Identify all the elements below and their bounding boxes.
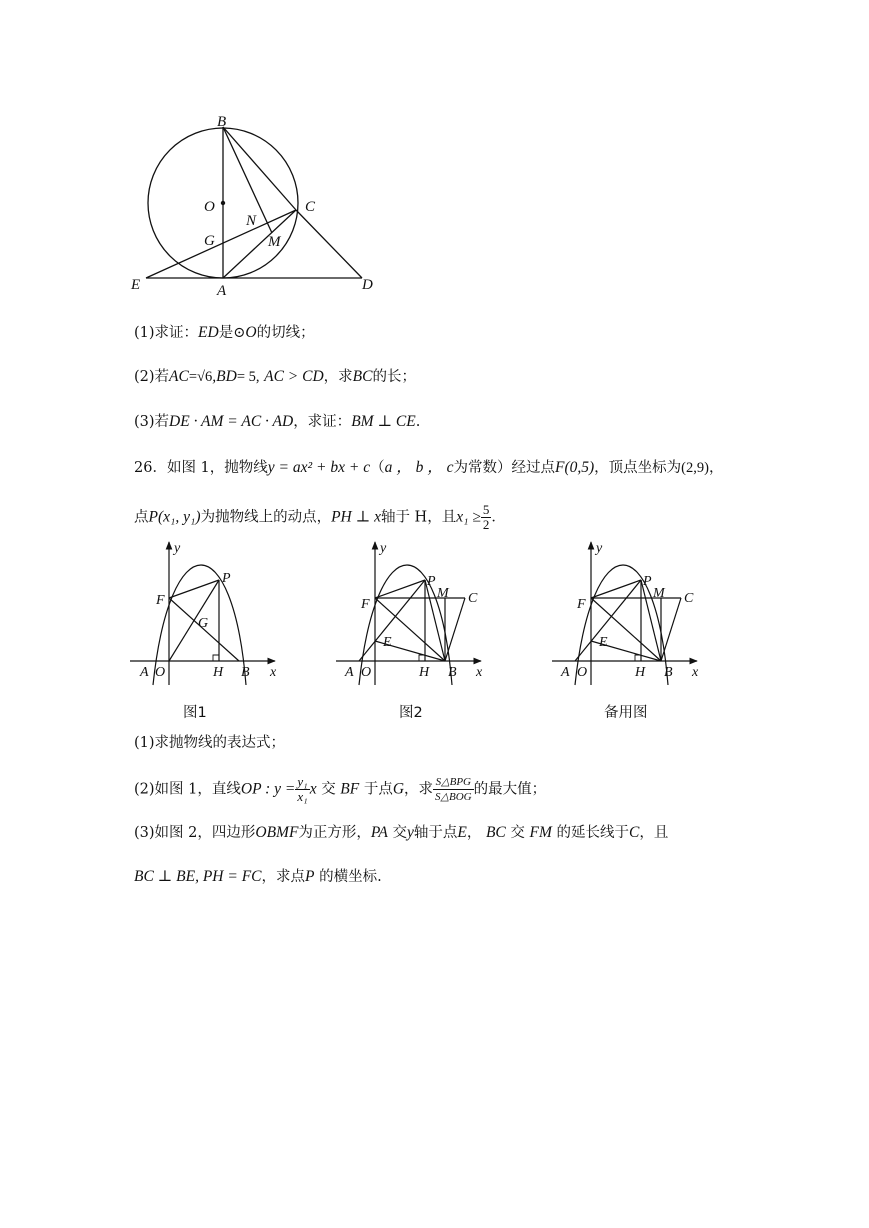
svg-text:P: P bbox=[427, 574, 436, 589]
svg-text:F: F bbox=[577, 597, 586, 612]
fraction-five-halves: $\frac{5}{2}$ bbox=[482, 502, 490, 532]
label-b: B bbox=[217, 114, 227, 130]
q26-part1: (1)求抛物线的表达式； bbox=[134, 735, 286, 751]
fig3-right-angle bbox=[635, 655, 641, 661]
fig1-right-angle bbox=[213, 655, 219, 661]
svg-text:P: P bbox=[643, 574, 652, 589]
caption-fig2: 图2 bbox=[399, 705, 423, 721]
svg-text:A: A bbox=[140, 665, 149, 680]
svg-text:y: y bbox=[174, 541, 181, 556]
svg-text:B: B bbox=[241, 665, 250, 680]
fraction-area-ratio: $\frac{\text{S△BPG}}{\text{S△BOG}}$ bbox=[435, 776, 472, 803]
label-d: D bbox=[362, 277, 373, 293]
fig3-cb bbox=[661, 598, 681, 661]
svg-text:F: F bbox=[156, 593, 165, 608]
fig1-op bbox=[169, 580, 219, 661]
q25-part3: (3)若DE · AM = AC · AD，求证：BM ⊥ CE. bbox=[134, 413, 421, 430]
svg-text:x: x bbox=[692, 665, 699, 680]
q26-part3-line1: (3)如图 2，四边形OBMF为正方形，PA 交y轴于点E， BC 交 FM 的延长线于C，且 bbox=[134, 824, 669, 841]
label-m: M bbox=[268, 234, 281, 250]
fig2-right-angle bbox=[419, 655, 425, 661]
figure-1 bbox=[130, 541, 277, 685]
svg-text:E: E bbox=[383, 635, 392, 650]
caption-fig3: 备用图 bbox=[604, 705, 648, 721]
svg-text:F: F bbox=[361, 597, 370, 612]
svg-text:O: O bbox=[155, 665, 166, 680]
q25-part2: (2)若AC=√6,BD= 5, AC > CD，求BC的长； bbox=[134, 368, 416, 385]
svg-text:E: E bbox=[599, 635, 608, 650]
line-bc bbox=[223, 127, 296, 210]
label-e: E bbox=[131, 277, 141, 293]
parabola-figures bbox=[0, 535, 869, 695]
q26-line1: 26．如图 1，抛物线y = ax² + bx + c（a ， b ， c为常数）经过点F(0,5)，顶点坐标为(2,9)， bbox=[134, 459, 724, 476]
svg-text:M: M bbox=[437, 586, 449, 601]
fraction-y1-x1: $\frac{\text{y₁}}{\text{x₁}}$ bbox=[297, 774, 308, 804]
figure-2 bbox=[336, 541, 483, 685]
svg-text:O: O bbox=[577, 665, 588, 680]
q26-part2: (2)如图 1，直线OP : y = $\frac{\text{y₁}}{\text{x₁}}$ x 交 BF 于点G，求 $\frac{\text{S△BPG}}{\text{S△BOG}}$ 的最大值； bbox=[134, 774, 547, 804]
label-o: O bbox=[204, 199, 215, 215]
figure-3 bbox=[552, 541, 699, 685]
label-a: A bbox=[217, 283, 227, 299]
svg-text:B: B bbox=[664, 665, 673, 680]
q25-part1: (1)求证：ED是⊙O的切线； bbox=[134, 324, 315, 341]
svg-text:A: A bbox=[561, 665, 570, 680]
svg-text:B: B bbox=[448, 665, 457, 680]
svg-text:y: y bbox=[380, 541, 387, 556]
svg-text:y: y bbox=[596, 541, 603, 556]
center-o-dot bbox=[221, 201, 225, 205]
svg-text:H: H bbox=[213, 665, 224, 680]
svg-text:G: G bbox=[198, 616, 209, 631]
svg-text:H: H bbox=[635, 665, 646, 680]
label-n: N bbox=[246, 213, 257, 229]
fig1-fp bbox=[169, 580, 219, 598]
caption-fig1: 图1 bbox=[183, 705, 207, 721]
svg-text:C: C bbox=[468, 591, 478, 606]
q26-part3-line2: BC ⊥ BE, PH = FC，求点P 的横坐标. bbox=[134, 868, 382, 885]
svg-text:x: x bbox=[270, 665, 277, 680]
label-g: G bbox=[204, 233, 215, 249]
svg-text:O: O bbox=[361, 665, 372, 680]
line-cd bbox=[296, 210, 362, 278]
q26-line2: 点P(x₁, y₁)为抛物线上的动点，PH ⊥ x轴于 H，且x₁ ≥ $\frac{5}{2}$ ． bbox=[134, 502, 506, 532]
svg-text:C: C bbox=[684, 591, 694, 606]
svg-text:x: x bbox=[476, 665, 483, 680]
svg-text:A: A bbox=[345, 665, 354, 680]
svg-text:P: P bbox=[222, 571, 231, 586]
svg-text:H: H bbox=[419, 665, 430, 680]
svg-text:M: M bbox=[653, 586, 665, 601]
circle-figure bbox=[0, 0, 869, 300]
fig2-cb bbox=[445, 598, 465, 661]
label-c: C bbox=[305, 199, 316, 215]
